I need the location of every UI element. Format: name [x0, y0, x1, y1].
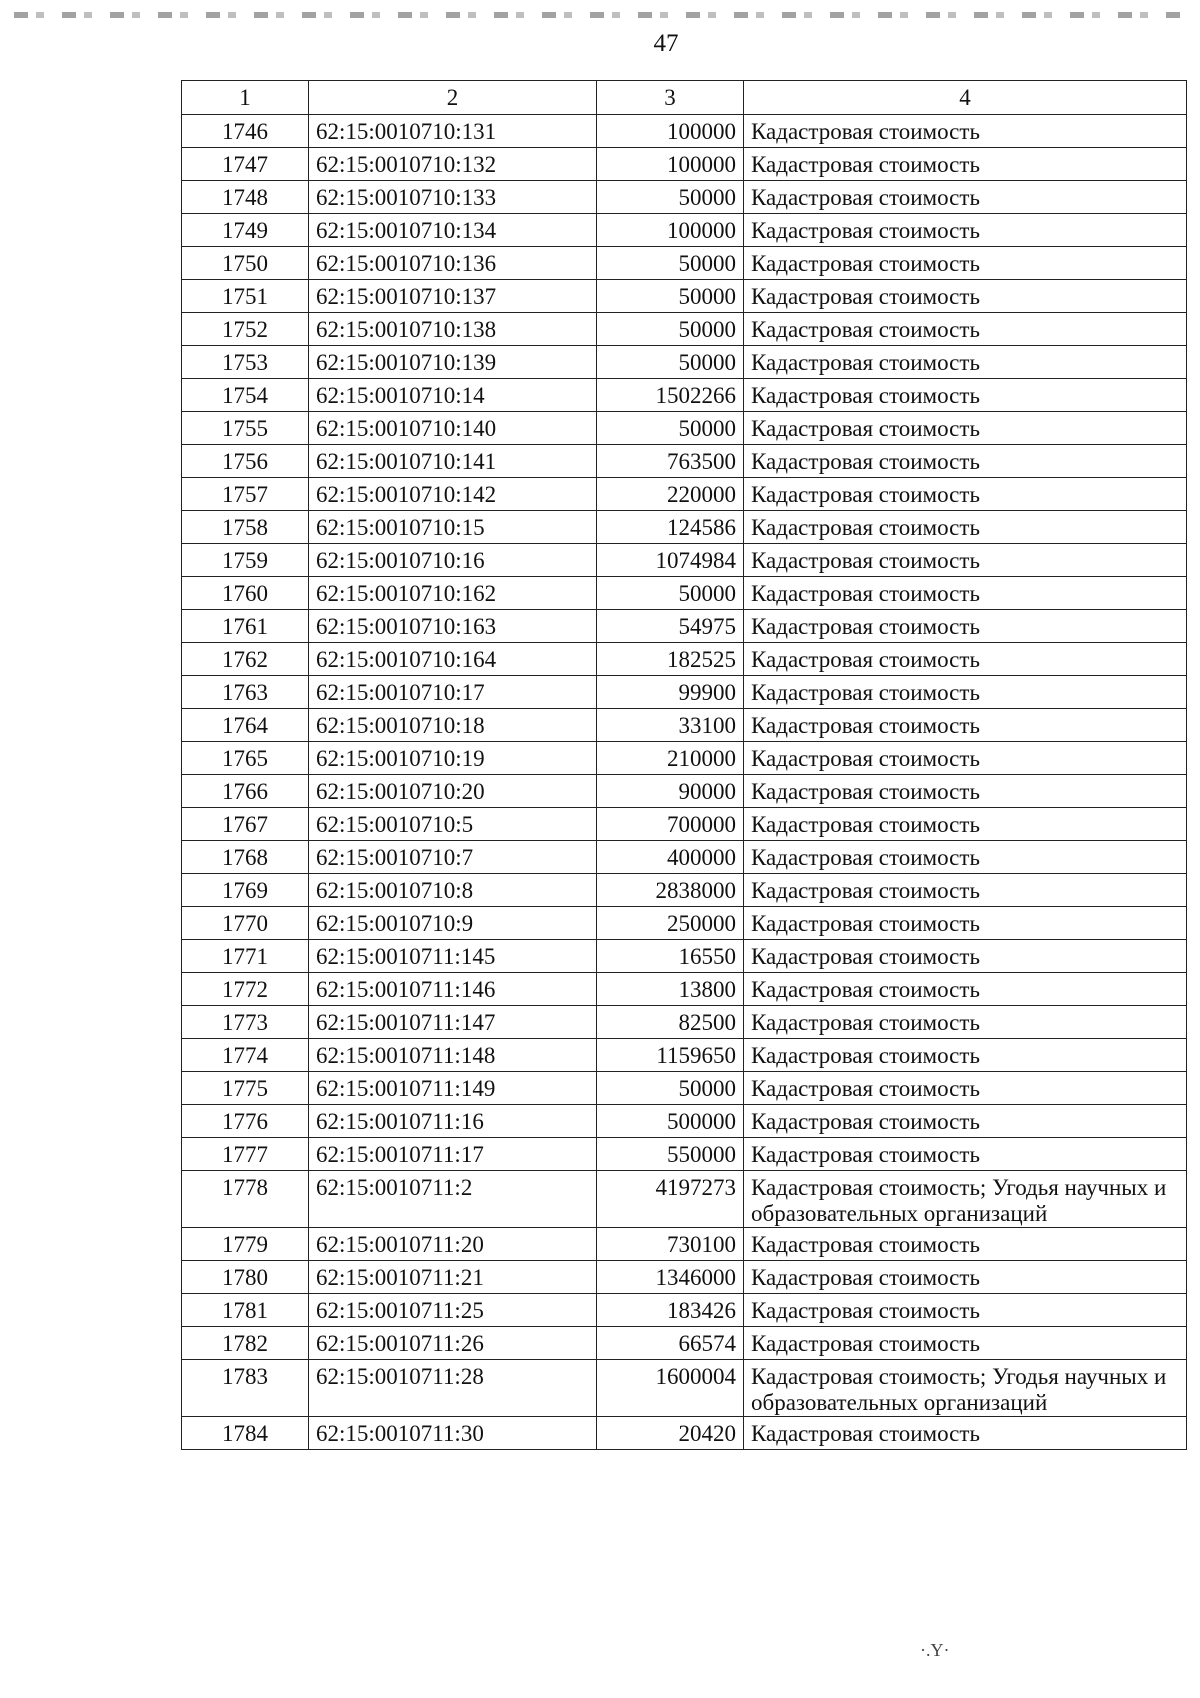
- cadastral-number: 62:15:0010710:137: [309, 280, 597, 313]
- table-row: [182, 1261, 1187, 1294]
- row-number: 1763: [182, 676, 309, 709]
- row-number: 1746: [182, 115, 309, 148]
- row-number: 1766: [182, 775, 309, 808]
- value-description: Кадастровая стоимость: [744, 775, 1187, 808]
- row-number: 1750: [182, 247, 309, 280]
- table-row: [182, 1294, 1187, 1327]
- row-number: 1770: [182, 907, 309, 940]
- value-description: Кадастровая стоимость: [744, 1006, 1187, 1039]
- table-row: [182, 1360, 1187, 1417]
- cadastral-number: 62:15:0010711:2: [309, 1171, 597, 1228]
- value-description: Кадастровая стоимость: [744, 412, 1187, 445]
- cadastral-number: 62:15:0010710:140: [309, 412, 597, 445]
- value-description: Кадастровая стоимость: [744, 1294, 1187, 1327]
- cadastral-value: 2838000: [597, 874, 744, 907]
- row-number: 1760: [182, 577, 309, 610]
- table-row: [182, 775, 1187, 808]
- value-description: Кадастровая стоимость: [744, 115, 1187, 148]
- cadastral-value: 82500: [597, 1006, 744, 1039]
- value-description: Кадастровая стоимость: [744, 313, 1187, 346]
- cadastral-value: 50000: [597, 412, 744, 445]
- row-number: 1751: [182, 280, 309, 313]
- cadastral-value: 1159650: [597, 1039, 744, 1072]
- row-number: 1762: [182, 643, 309, 676]
- cadastral-number: 62:15:0010711:146: [309, 973, 597, 1006]
- row-number: 1758: [182, 511, 309, 544]
- table-row: [182, 346, 1187, 379]
- cadastral-number: 62:15:0010710:16: [309, 544, 597, 577]
- cadastral-value: 50000: [597, 247, 744, 280]
- row-number: 1756: [182, 445, 309, 478]
- column-header-1: 1: [182, 81, 309, 115]
- cadastral-number: 62:15:0010710:134: [309, 214, 597, 247]
- cadastral-number: 62:15:0010710:162: [309, 577, 597, 610]
- table-row: [182, 808, 1187, 841]
- value-description: Кадастровая стоимость: [744, 346, 1187, 379]
- table-row: [182, 181, 1187, 214]
- cadastral-number: 62:15:0010711:20: [309, 1228, 597, 1261]
- value-description: Кадастровая стоимость; Угодья научных и образовательных организаций: [744, 1171, 1187, 1228]
- table-row: [182, 148, 1187, 181]
- cadastral-number: 62:15:0010710:141: [309, 445, 597, 478]
- value-description: Кадастровая стоимость: [744, 1261, 1187, 1294]
- table-row: [182, 643, 1187, 676]
- row-number: 1748: [182, 181, 309, 214]
- cadastral-number: 62:15:0010710:142: [309, 478, 597, 511]
- row-number: 1755: [182, 412, 309, 445]
- cadastral-value: 183426: [597, 1294, 744, 1327]
- row-number: 1778: [182, 1171, 309, 1228]
- cadastral-number: 62:15:0010711:30: [309, 1417, 597, 1450]
- cadastral-number: 62:15:0010710:9: [309, 907, 597, 940]
- cadastral-value: 16550: [597, 940, 744, 973]
- value-description: Кадастровая стоимость: [744, 973, 1187, 1006]
- row-number: 1783: [182, 1360, 309, 1417]
- cadastral-number: 62:15:0010710:139: [309, 346, 597, 379]
- cadastral-value: 50000: [597, 313, 744, 346]
- value-description: Кадастровая стоимость: [744, 643, 1187, 676]
- table-row: [182, 1039, 1187, 1072]
- cadastral-value: 1600004: [597, 1360, 744, 1417]
- row-number: 1781: [182, 1294, 309, 1327]
- cadastral-value: 400000: [597, 841, 744, 874]
- value-description: Кадастровая стоимость: [744, 1417, 1187, 1450]
- row-number: 1780: [182, 1261, 309, 1294]
- value-description: Кадастровая стоимость: [744, 544, 1187, 577]
- table-row: [182, 1417, 1187, 1450]
- cadastral-number: 62:15:0010710:131: [309, 115, 597, 148]
- row-number: 1776: [182, 1105, 309, 1138]
- row-number: 1767: [182, 808, 309, 841]
- value-description: Кадастровая стоимость: [744, 379, 1187, 412]
- cadastral-value: 50000: [597, 280, 744, 313]
- column-header-4: 4: [744, 81, 1187, 115]
- value-description: Кадастровая стоимость: [744, 1105, 1187, 1138]
- cadastral-value: 210000: [597, 742, 744, 775]
- table-row: [182, 907, 1187, 940]
- table-header-row: [182, 81, 1187, 115]
- cadastral-value: 50000: [597, 181, 744, 214]
- cadastral-number: 62:15:0010711:145: [309, 940, 597, 973]
- table-row: [182, 676, 1187, 709]
- cadastral-value: 33100: [597, 709, 744, 742]
- row-number: 1752: [182, 313, 309, 346]
- cadastral-value: 20420: [597, 1417, 744, 1450]
- row-number: 1772: [182, 973, 309, 1006]
- value-description: Кадастровая стоимость: [744, 874, 1187, 907]
- cadastral-number: 62:15:0010710:20: [309, 775, 597, 808]
- row-number: 1774: [182, 1039, 309, 1072]
- table-row: [182, 478, 1187, 511]
- cadastral-number: 62:15:0010710:136: [309, 247, 597, 280]
- row-number: 1757: [182, 478, 309, 511]
- cadastral-number: 62:15:0010710:132: [309, 148, 597, 181]
- row-number: 1754: [182, 379, 309, 412]
- row-number: 1771: [182, 940, 309, 973]
- table-body: [182, 115, 1187, 1450]
- cadastral-number: 62:15:0010710:163: [309, 610, 597, 643]
- cadastral-value: 550000: [597, 1138, 744, 1171]
- page-number: 47: [653, 30, 679, 57]
- cadastral-value: 50000: [597, 346, 744, 379]
- cadastral-value: 124586: [597, 511, 744, 544]
- value-description: Кадастровая стоимость: [744, 1072, 1187, 1105]
- value-description: Кадастровая стоимость: [744, 808, 1187, 841]
- value-description: Кадастровая стоимость: [744, 742, 1187, 775]
- row-number: 1773: [182, 1006, 309, 1039]
- registry-table: [181, 80, 1187, 1450]
- row-number: 1764: [182, 709, 309, 742]
- cadastral-number: 62:15:0010710:14: [309, 379, 597, 412]
- table-row: [182, 874, 1187, 907]
- table-row: [182, 841, 1187, 874]
- row-number: 1759: [182, 544, 309, 577]
- cadastral-value: 500000: [597, 1105, 744, 1138]
- value-description: Кадастровая стоимость: [744, 181, 1187, 214]
- table-row: [182, 1072, 1187, 1105]
- cadastral-value: 182525: [597, 643, 744, 676]
- cadastral-value: 90000: [597, 775, 744, 808]
- table-row: [182, 610, 1187, 643]
- table-row: [182, 709, 1187, 742]
- table-row: [182, 247, 1187, 280]
- value-description: Кадастровая стоимость; Угодья научных и образовательных организаций: [744, 1360, 1187, 1417]
- table-row: [182, 1171, 1187, 1228]
- cadastral-value: 54975: [597, 610, 744, 643]
- value-description: Кадастровая стоимость: [744, 247, 1187, 280]
- value-description: Кадастровая стоимость: [744, 940, 1187, 973]
- row-number: 1753: [182, 346, 309, 379]
- cadastral-number: 62:15:0010710:8: [309, 874, 597, 907]
- column-header-3: 3: [597, 81, 744, 115]
- cadastral-number: 62:15:0010710:15: [309, 511, 597, 544]
- value-description: Кадастровая стоимость: [744, 1039, 1187, 1072]
- cadastral-value: 730100: [597, 1228, 744, 1261]
- table-row: [182, 973, 1187, 1006]
- table-row: [182, 115, 1187, 148]
- cadastral-number: 62:15:0010711:149: [309, 1072, 597, 1105]
- cadastral-value: 99900: [597, 676, 744, 709]
- column-header-2: 2: [309, 81, 597, 115]
- table-row: [182, 577, 1187, 610]
- row-number: 1761: [182, 610, 309, 643]
- row-number: 1777: [182, 1138, 309, 1171]
- cadastral-number: 62:15:0010711:16: [309, 1105, 597, 1138]
- table-row: [182, 313, 1187, 346]
- cadastral-value: 1074984: [597, 544, 744, 577]
- table-row: [182, 214, 1187, 247]
- cadastral-value: 100000: [597, 115, 744, 148]
- table-row: [182, 511, 1187, 544]
- footer-mark: ·.Y·: [920, 1640, 950, 1660]
- cadastral-value: 700000: [597, 808, 744, 841]
- table-row: [182, 544, 1187, 577]
- table-row: [182, 1138, 1187, 1171]
- cadastral-value: 13800: [597, 973, 744, 1006]
- row-number: 1747: [182, 148, 309, 181]
- table-row: [182, 1327, 1187, 1360]
- cadastral-number: 62:15:0010710:19: [309, 742, 597, 775]
- cadastral-number: 62:15:0010711:17: [309, 1138, 597, 1171]
- cadastral-number: 62:15:0010711:147: [309, 1006, 597, 1039]
- value-description: Кадастровая стоимость: [744, 478, 1187, 511]
- table-row: [182, 445, 1187, 478]
- cadastral-number: 62:15:0010711:21: [309, 1261, 597, 1294]
- cadastral-number: 62:15:0010710:17: [309, 676, 597, 709]
- value-description: Кадастровая стоимость: [744, 841, 1187, 874]
- cadastral-value: 100000: [597, 148, 744, 181]
- cadastral-value: 4197273: [597, 1171, 744, 1228]
- value-description: Кадастровая стоимость: [744, 577, 1187, 610]
- value-description: Кадастровая стоимость: [744, 1228, 1187, 1261]
- cadastral-number: 62:15:0010710:164: [309, 643, 597, 676]
- cadastral-value: 50000: [597, 1072, 744, 1105]
- value-description: Кадастровая стоимость: [744, 610, 1187, 643]
- cadastral-number: 62:15:0010711:26: [309, 1327, 597, 1360]
- cadastral-number: 62:15:0010710:7: [309, 841, 597, 874]
- row-number: 1768: [182, 841, 309, 874]
- scan-edge-artifact: [14, 12, 1184, 18]
- table-row: [182, 940, 1187, 973]
- table-row: [182, 742, 1187, 775]
- row-number: 1749: [182, 214, 309, 247]
- row-number: 1782: [182, 1327, 309, 1360]
- row-number: 1775: [182, 1072, 309, 1105]
- cadastral-value: 220000: [597, 478, 744, 511]
- cadastral-number: 62:15:0010710:133: [309, 181, 597, 214]
- value-description: Кадастровая стоимость: [744, 709, 1187, 742]
- value-description: Кадастровая стоимость: [744, 676, 1187, 709]
- cadastral-value: 250000: [597, 907, 744, 940]
- table-row: [182, 1228, 1187, 1261]
- cadastral-value: 50000: [597, 577, 744, 610]
- cadastral-value: 66574: [597, 1327, 744, 1360]
- value-description: Кадастровая стоимость: [744, 148, 1187, 181]
- cadastral-number: 62:15:0010710:5: [309, 808, 597, 841]
- value-description: Кадастровая стоимость: [744, 280, 1187, 313]
- cadastral-value: 1502266: [597, 379, 744, 412]
- cadastral-number: 62:15:0010711:25: [309, 1294, 597, 1327]
- value-description: Кадастровая стоимость: [744, 214, 1187, 247]
- cadastral-number: 62:15:0010711:148: [309, 1039, 597, 1072]
- value-description: Кадастровая стоимость: [744, 907, 1187, 940]
- table-row: [182, 280, 1187, 313]
- row-number: 1765: [182, 742, 309, 775]
- row-number: 1769: [182, 874, 309, 907]
- value-description: Кадастровая стоимость: [744, 1138, 1187, 1171]
- cadastral-value: 1346000: [597, 1261, 744, 1294]
- cadastral-number: 62:15:0010710:138: [309, 313, 597, 346]
- cadastral-value: 763500: [597, 445, 744, 478]
- table-row: [182, 1006, 1187, 1039]
- value-description: Кадастровая стоимость: [744, 511, 1187, 544]
- table-row: [182, 412, 1187, 445]
- value-description: Кадастровая стоимость: [744, 1327, 1187, 1360]
- row-number: 1784: [182, 1417, 309, 1450]
- table-row: [182, 379, 1187, 412]
- cadastral-number: 62:15:0010711:28: [309, 1360, 597, 1417]
- cadastral-value: 100000: [597, 214, 744, 247]
- table-row: [182, 1105, 1187, 1138]
- cadastral-number: 62:15:0010710:18: [309, 709, 597, 742]
- value-description: Кадастровая стоимость: [744, 445, 1187, 478]
- row-number: 1779: [182, 1228, 309, 1261]
